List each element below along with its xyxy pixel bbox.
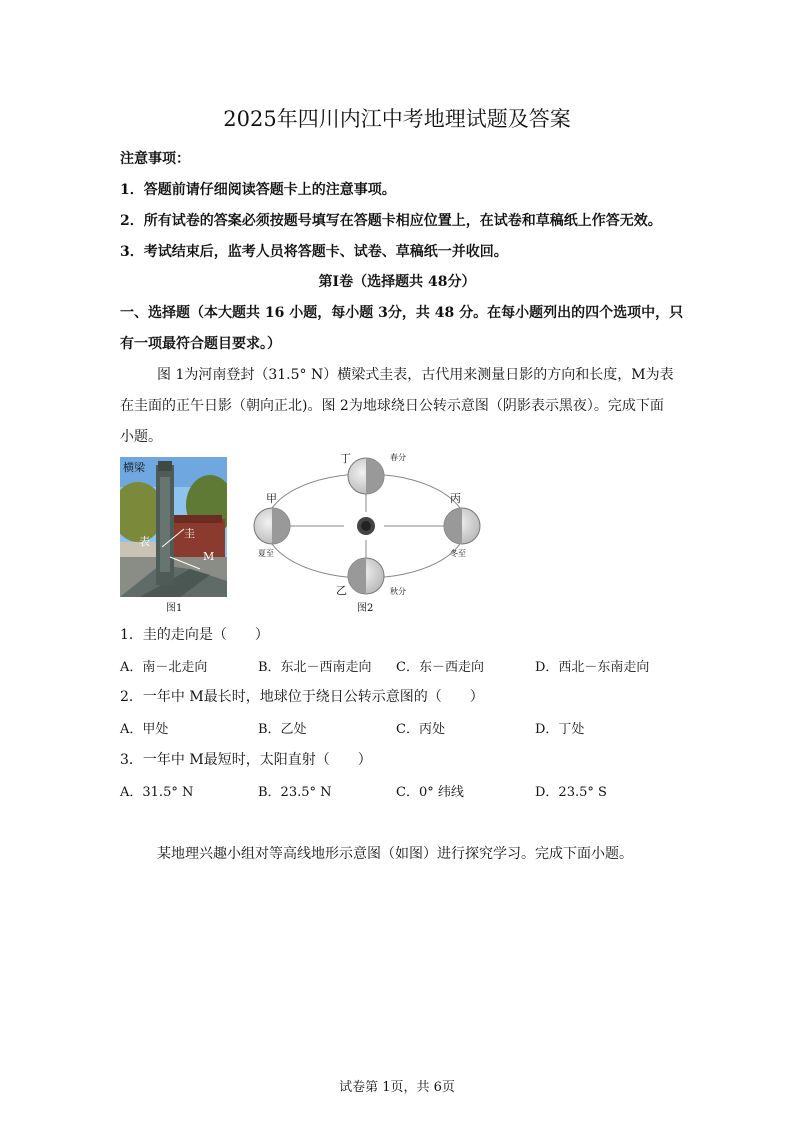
orbit-illustration bbox=[244, 452, 489, 612]
question-2-option-c: C．丙处 bbox=[396, 722, 445, 737]
question-3-option-b: B．23.5° N bbox=[258, 785, 332, 800]
question-1-option-b: B．东北－西南走向 bbox=[258, 660, 372, 675]
question-3-option-c: C．0° 纬线 bbox=[396, 785, 464, 800]
label-spring-equinox: 春分 bbox=[390, 453, 406, 462]
label-gui: 圭 bbox=[184, 527, 195, 540]
figure-2-caption: 图2 bbox=[357, 603, 374, 614]
question-3-option-a: A．31.5° N bbox=[120, 785, 194, 800]
figure-2-orbit-diagram bbox=[244, 452, 489, 612]
figure-1-caption: 图1 bbox=[166, 603, 183, 614]
section-title: 第Ⅰ卷（选择题共 48分） bbox=[318, 274, 476, 290]
gnomon-photo-illustration bbox=[120, 457, 227, 597]
part-one-heading-cont: 有一项最符合题目要求。） bbox=[120, 336, 281, 352]
question-2-stem: 2．一年中 M最长时，地球位于绕日公转示意图的（ ） bbox=[120, 689, 484, 705]
earth-ding bbox=[348, 458, 384, 494]
question-2-option-b: B．乙处 bbox=[258, 722, 307, 737]
next-intro-paragraph: 某地理兴趣小组对等高线地形示意图（如图）进行探究学习。完成下面小题。 bbox=[157, 846, 633, 862]
question-1-stem: 1．圭的走向是（ ） bbox=[120, 627, 269, 643]
label-yi: 乙 bbox=[336, 584, 347, 597]
page-title: 2025年四川内江中考地理试题及答案 bbox=[223, 107, 571, 131]
earth-yi bbox=[348, 558, 384, 594]
label-m: M bbox=[203, 550, 215, 563]
label-bing: 丙 bbox=[450, 492, 461, 505]
label-gnomon: 表 bbox=[139, 535, 150, 548]
question-1-option-a: A．南－北走向 bbox=[120, 660, 208, 675]
label-ding: 丁 bbox=[340, 452, 351, 465]
notice-item: 3．考试结束后，监考人员将答题卡、试卷、草稿纸一并收回。 bbox=[120, 244, 508, 260]
question-3-stem: 3．一年中 M最短时，太阳直射（ ） bbox=[120, 752, 372, 768]
question-1-option-d: D．西北－东南走向 bbox=[535, 660, 650, 675]
question-2-option-d: D．丁处 bbox=[535, 722, 585, 737]
label-autumn-equinox: 秋分 bbox=[390, 587, 406, 596]
label-winter-solstice: 冬至 bbox=[450, 549, 466, 558]
question-3-option-d: D．23.5° S bbox=[535, 785, 607, 800]
page-footer: 试卷第 1页，共 6页 bbox=[339, 1080, 455, 1095]
label-jia: 甲 bbox=[266, 492, 277, 505]
notice-heading: 注意事项： bbox=[120, 151, 190, 167]
earth-jia bbox=[254, 508, 290, 544]
label-summer-solstice: 夏至 bbox=[258, 549, 274, 558]
intro-paragraph: 图 1为河南登封（31.5° N）横梁式圭表，古代用来测量日影的方向和长度，M为表 bbox=[157, 367, 674, 383]
notice-item: 1．答题前请仔细阅读答题卡上的注意事项。 bbox=[120, 182, 396, 198]
question-1-option-c: C．东－西走向 bbox=[396, 660, 484, 675]
intro-paragraph: 在圭面的正午日影（朝向正北)。图 2为地球绕日公转示意图（阴影表示黑夜）。完成下面 bbox=[120, 398, 664, 414]
intro-paragraph: 小题。 bbox=[120, 429, 162, 445]
question-2-option-a: A．甲处 bbox=[120, 722, 169, 737]
label-beam: 横梁 bbox=[123, 461, 145, 474]
figure-1-photo bbox=[120, 457, 227, 597]
notice-item: 2．所有试卷的答案必须按题号填写在答题卡相应位置上，在试卷和草稿纸上作答无效。 bbox=[120, 213, 662, 229]
earth-bing bbox=[444, 508, 480, 544]
part-one-heading: 一、选择题（本大题共 16 小题，每小题 3分，共 48 分。在每小题列出的四个选项中，只 bbox=[120, 305, 684, 321]
